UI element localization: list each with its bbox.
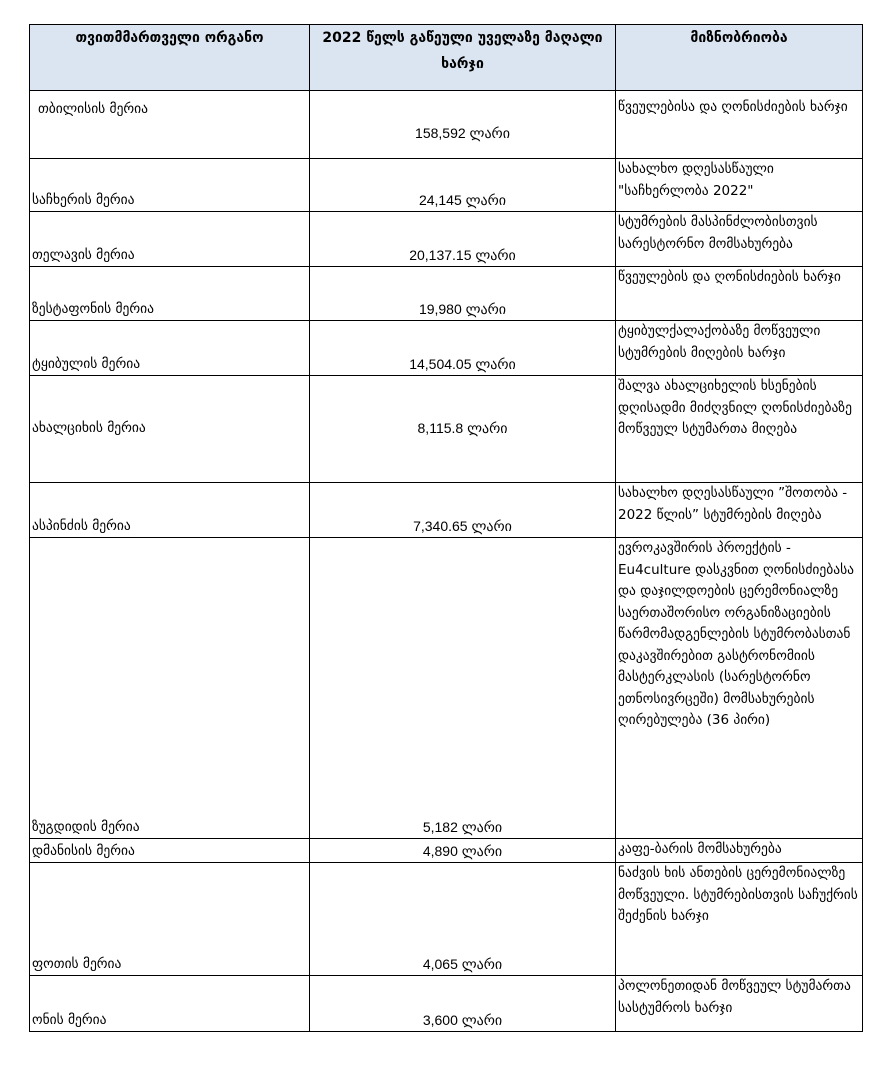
header-organization: თვითმმართველი ორგანო — [30, 25, 310, 91]
purpose-cell: შალვა ახალციხელის ხსენების დღისადმი მიძღვნილ ღონისძიებაზე მოწვეულ სტუმართა მიღება — [616, 376, 863, 483]
table-body — [30, 91, 863, 1032]
amount-cell: 158,592 ლარი — [310, 91, 616, 159]
purpose-cell: სტუმრების მასპინძლობისთვის სარესტორნო მომსახურება — [616, 212, 863, 267]
purpose-cell: წვეულებისა და ღონისძიების ხარჯი — [616, 91, 863, 159]
amount-cell: 3,600 ლარი — [310, 976, 616, 1032]
purpose-cell: ევროკავშირის პროექტის - Eu4culture დასკვნით ღონისძიებასა და დაჯილდოების ცერემონიალზე საერთაშორისო ორგანიზაციების წარმომადგენლების სტუმრობასთან დაკავშირებით გასტრონომიის მასტერკლასის (სარესტორნო ეთნოსივრცეში) მომსახურების ღირებულება (36 პირი) — [616, 538, 863, 839]
purpose-cell: ნაძვის ხის ანთების ცერემონიალზე მოწვეული. სტუმრებისთვის საჩუქრის შეძენის ხარჯი — [616, 863, 863, 976]
amount-cell: 7,340.65 ლარი — [310, 483, 616, 538]
table-row — [30, 863, 863, 976]
org-cell: საჩხერის მერია — [30, 159, 310, 212]
purpose-cell: კაფე-ბარის მომსახურება — [616, 839, 863, 863]
org-cell: ახალციხის მერია — [30, 376, 310, 483]
org-cell: ზესტაფონის მერია — [30, 267, 310, 321]
table-row — [30, 159, 863, 212]
purpose-cell: წვეულების და ღონისძიების ხარჯი — [616, 267, 863, 321]
table-row — [30, 839, 863, 863]
org-cell: ონის მერია — [30, 976, 310, 1032]
expenses-table — [29, 24, 863, 1032]
table-row — [30, 267, 863, 321]
org-cell: დმანისის მერია — [30, 839, 310, 863]
org-cell: ზუგდიდის მერია — [30, 538, 310, 839]
table-header — [30, 25, 863, 91]
table-row — [30, 976, 863, 1032]
org-cell: ტყიბულის მერია — [30, 321, 310, 376]
amount-cell: 5,182 ლარი — [310, 538, 616, 839]
amount-cell: 4,890 ლარი — [310, 839, 616, 863]
purpose-cell: ტყიბულქალაქობაზე მოწვეული სტუმრების მიღების ხარჯი — [616, 321, 863, 376]
table-row — [30, 376, 863, 483]
table-row — [30, 321, 863, 376]
table-row — [30, 483, 863, 538]
amount-cell: 20,137.15 ლარი — [310, 212, 616, 267]
purpose-cell: პოლონეთიდან მოწვეულ სტუმართა სასტუმროს ხარჯი — [616, 976, 863, 1032]
org-cell: ფოთის მერია — [30, 863, 310, 976]
table-row — [30, 212, 863, 267]
amount-cell: 14,504.05 ლარი — [310, 321, 616, 376]
purpose-cell: სახალხო დღესასწაული "საჩხერლობა 2022" — [616, 159, 863, 212]
amount-cell: 19,980 ლარი — [310, 267, 616, 321]
org-cell: ასპინძის მერია — [30, 483, 310, 538]
table-row — [30, 538, 863, 839]
table-row — [30, 91, 863, 159]
header-purpose: მიზნობრიობა — [616, 25, 863, 91]
amount-cell: 4,065 ლარი — [310, 863, 616, 976]
org-cell: თელავის მერია — [30, 212, 310, 267]
org-cell: თბილისის მერია — [30, 91, 310, 159]
purpose-cell: სახალხო დღესასწაული ”შოთობა - 2022 წლის” სტუმრების მიღება — [616, 483, 863, 538]
header-highest-expense: 2022 წელს გაწეული უველაზე მაღალი ხარჯი — [310, 25, 616, 91]
amount-cell: 8,115.8 ლარი — [310, 376, 616, 483]
amount-cell: 24,145 ლარი — [310, 159, 616, 212]
